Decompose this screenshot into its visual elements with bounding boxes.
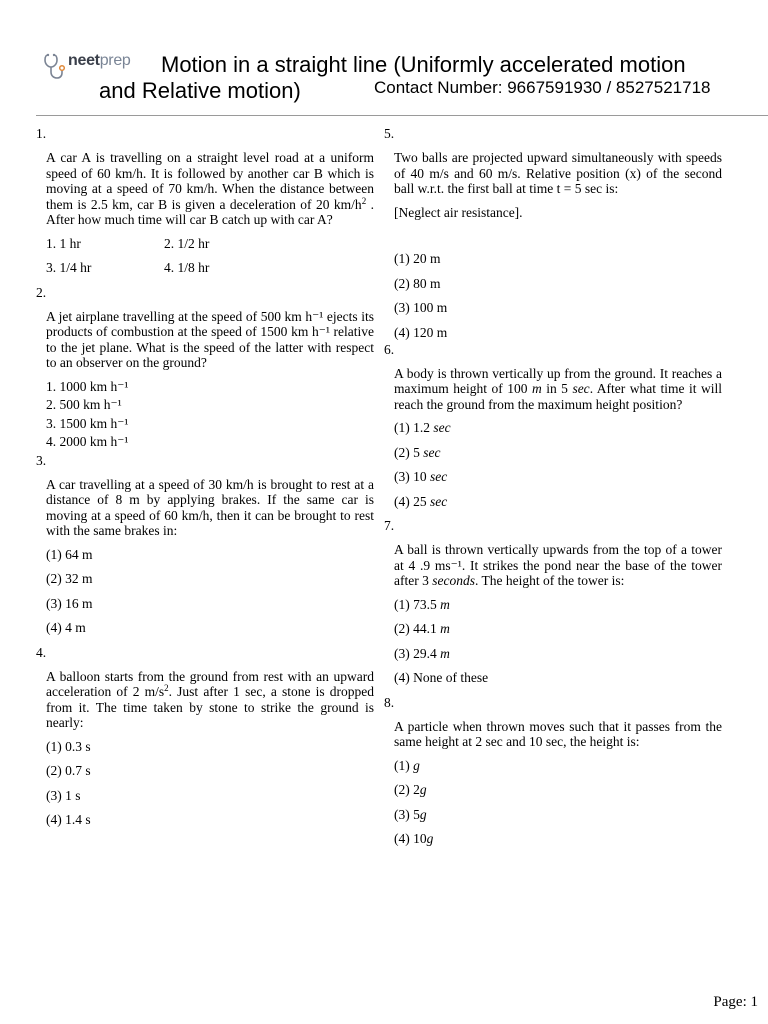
option-3[interactable]: 3. 1/4 hr <box>46 260 92 275</box>
question-3 <box>36 453 374 637</box>
option-2[interactable]: (2) 0.7 s <box>46 763 91 778</box>
question-text: A balloon starts from the ground from rest with an upward acceleration of 2 $m/s^2$. Just after 1 sec, a stone is dropped from it. The time taken by stone to strike the ground is nearly: <box>46 668 375 730</box>
option-4[interactable]: (4) 1.4 s <box>46 812 91 827</box>
option-1[interactable]: (1) g <box>394 757 420 773</box>
question-7 <box>384 518 722 686</box>
option-4[interactable]: (4) 25 sec <box>394 493 448 509</box>
option-3[interactable]: (3) 5g <box>394 806 427 822</box>
question-number: 3. <box>36 452 47 468</box>
question-8 <box>384 695 722 848</box>
option-3[interactable]: (3) 1 s <box>46 787 81 803</box>
option-3[interactable]: 3. 1500 km h⁻¹ <box>46 415 129 431</box>
question-1 <box>36 126 374 276</box>
question-4 <box>36 645 374 829</box>
question-number: 4. <box>36 644 47 660</box>
option-4[interactable]: (4) 4 m <box>46 620 86 635</box>
option-3[interactable]: (3) 29.4 m <box>394 645 450 661</box>
question-note: [Neglect air resistance]. <box>394 204 523 220</box>
question-text: A car A is travelling on a straight level road at a uniform speed of 60 km/h. It is followed by another car B which is moving at a speed of 70 km/h. When the distance between them is 2.5 km, car B is given a deceleration of 20 $km/h^2$ . After how much time will car B catch up with car A? <box>46 150 374 227</box>
option-3[interactable]: (3) 16 m <box>46 595 93 611</box>
option-2[interactable]: 2. 500 km h⁻¹ <box>46 397 122 412</box>
question-number: 6. <box>384 341 395 357</box>
option-2[interactable]: (2) 5 sec <box>394 444 441 460</box>
option-2[interactable]: 2. 1/2 hr <box>164 235 210 251</box>
question-text: A particle when thrown moves such that it passes from the same height at 2 sec and 10 sec, the height is: <box>394 718 722 749</box>
options <box>46 236 374 277</box>
option-1[interactable]: (1) 0.3 s <box>46 738 91 754</box>
question-number: 8. <box>384 694 395 710</box>
option-4[interactable]: (4) None of these <box>394 670 489 685</box>
logo-wordmark: neetprep <box>68 52 131 69</box>
option-4[interactable]: (4) 120 m <box>394 324 448 340</box>
page-number: Page: 1 <box>713 994 758 1010</box>
right-column <box>384 126 722 856</box>
question-text: A ball is thrown vertically upwards from the top of a tower at 4 .9 ms⁻¹. It strikes the pond near the base of the tower after 3 seconds. The height of the tower is: <box>394 542 722 588</box>
question-text: A car travelling at a speed of 30 km/h is brought to rest at a distance of 8 m by applying brakes. If the same car is moving at a speed of 60 km/h, then it can be brought to rest with the same brakes in: <box>46 476 374 538</box>
option-2[interactable]: (2) 32 m <box>46 571 93 586</box>
option-1[interactable]: 1. 1 hr <box>46 235 81 251</box>
stethoscope-icon <box>44 52 68 80</box>
option-4[interactable]: (4) 10g <box>394 831 434 846</box>
option-4[interactable]: 4. 1/8 hr <box>164 260 210 275</box>
option-1[interactable]: (1) 1.2 sec <box>394 420 451 435</box>
question-5 <box>384 126 722 341</box>
page-title-line2: and Relative motion) <box>99 78 301 103</box>
question-text: A body is thrown vertically up from the ground. It reaches a maximum height of 100 m in 5 sec. After what time it will reach the ground from the maximum height position? <box>394 365 722 412</box>
option-2[interactable]: (2) 80 m <box>394 275 441 291</box>
option-1[interactable]: (1) 20 m <box>394 251 441 266</box>
question-number: 2. <box>36 284 47 300</box>
option-4[interactable]: 4. 2000 km h⁻¹ <box>46 434 129 449</box>
contact-number: Contact Number: 9667591930 / 8527521718 <box>374 78 711 97</box>
option-1[interactable]: (1) 73.5 m <box>394 596 450 612</box>
question-2 <box>36 285 374 450</box>
question-number: 5. <box>384 126 395 141</box>
question-text: A jet airplane travelling at the speed of 500 km h⁻¹ ejects its products of combustion at the speed of 1500 km h⁻¹ relative to the jet plane. What is the speed of the latter with respect to an observer on the ground? <box>46 308 374 370</box>
option-3[interactable]: (3) 100 m <box>394 300 448 315</box>
question-6 <box>384 342 722 510</box>
neetprep-logo <box>44 52 144 80</box>
header-divider <box>36 115 768 116</box>
question-text: Two balls are projected upward simultaneously with speeds of 40 m/s and 60 m/s. Relative position (x) of the second ball w.r.t. the first ball at time t = 5 sec is: <box>394 150 722 196</box>
option-1[interactable]: 1. 1000 km h⁻¹ <box>46 378 129 394</box>
option-1[interactable]: (1) 64 m <box>46 546 93 562</box>
page-header <box>0 0 768 118</box>
question-number: 7. <box>384 518 395 533</box>
page-title-line1: Motion in a straight line (Uniformly accelerated motion <box>161 52 686 77</box>
option-2[interactable]: (2) 44.1 m <box>394 621 450 636</box>
left-column <box>36 126 374 837</box>
question-number: 1. <box>36 126 47 141</box>
option-3[interactable]: (3) 10 sec <box>394 469 448 484</box>
option-2[interactable]: (2) 2g <box>394 782 427 797</box>
